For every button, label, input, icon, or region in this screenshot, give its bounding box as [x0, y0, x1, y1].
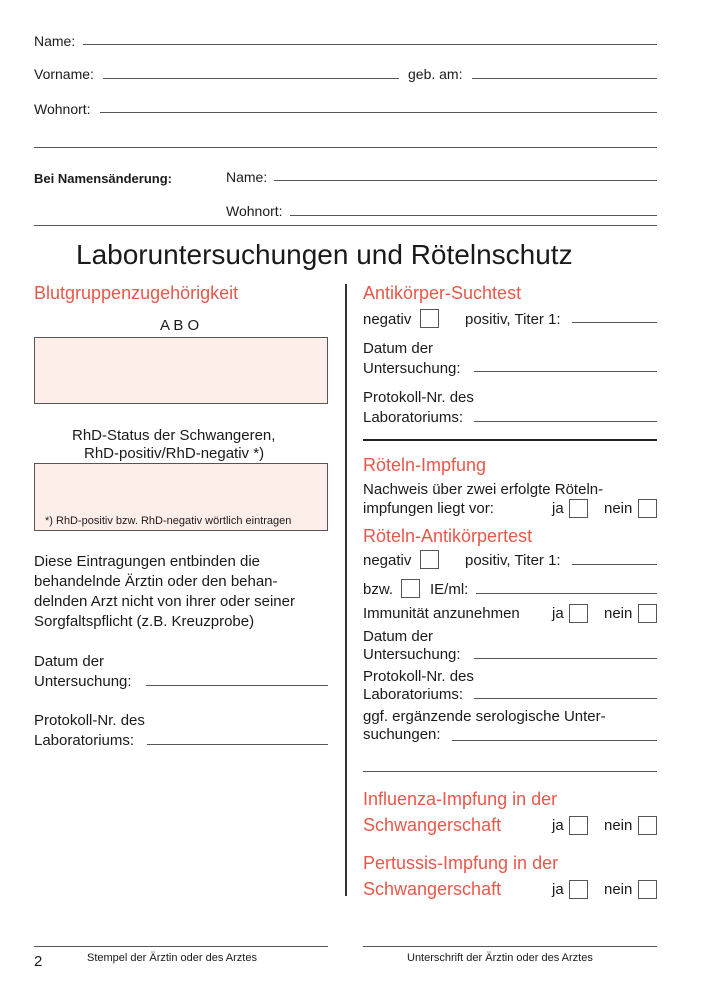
nachweis-line1: Nachweis über zwei erfolgte Röteln- [363, 481, 604, 498]
datum-field[interactable] [146, 685, 328, 686]
negativ-label: negativ [363, 552, 412, 569]
signature-line[interactable] [363, 946, 657, 947]
negativ-label: negativ [363, 311, 412, 328]
new-name-field[interactable] [274, 180, 657, 181]
disclaimer-line: delnden Arzt nicht von ihrer oder seiner [34, 593, 295, 610]
datum-label-line2: Untersuchung: [363, 646, 461, 663]
impfung-ja-checkbox[interactable] [569, 499, 588, 518]
nein-label: nein [604, 500, 633, 517]
ie-ml-label: IE/ml: [430, 581, 469, 598]
datum-label-line2: Untersuchung: [34, 673, 132, 690]
positiv-titer-label: positiv, Titer 1: [465, 552, 561, 569]
datum-label-line1: Datum der [363, 628, 434, 645]
immunitaet-ja-checkbox[interactable] [569, 604, 588, 623]
antibody-test-title: Antikörper-Suchtest [363, 283, 522, 303]
rhd-entry-box[interactable] [34, 463, 328, 531]
roeteln-impfung-title: Röteln-Impfung [363, 455, 487, 475]
stamp-line[interactable] [34, 946, 328, 947]
bzw-checkbox[interactable] [401, 579, 420, 598]
wohnort-field[interactable] [100, 112, 657, 113]
protokoll-label-line2: Laboratoriums: [363, 686, 464, 703]
geb-label: geb. am: [408, 66, 463, 82]
antibody-negativ-checkbox[interactable] [420, 309, 439, 328]
influenza-title-line1: Influenza-Impfung in der [363, 789, 558, 809]
new-wohnort-field[interactable] [290, 215, 657, 216]
pertussis-nein-checkbox[interactable] [638, 880, 657, 899]
abo-label: A B O [160, 317, 200, 334]
roeteln-protokoll-field[interactable] [474, 698, 657, 699]
influenza-ja-checkbox[interactable] [569, 816, 588, 835]
protokoll-field[interactable] [147, 744, 328, 745]
serologische-line1: ggf. ergänzende serologische Unter- [363, 708, 606, 725]
positiv-titer-label: positiv, Titer 1: [465, 311, 561, 328]
datum-label-line2: Untersuchung: [363, 360, 461, 377]
rhd-line2: RhD-positiv/RhD-negativ *) [84, 445, 265, 462]
disclaimer-line: behandelnde Ärztin oder den behan- [34, 573, 278, 590]
antibody-protokoll-field[interactable] [474, 421, 657, 422]
name-field[interactable] [83, 44, 657, 45]
new-wohnort-label: Wohnort: [226, 203, 283, 219]
serologische-field-extra[interactable] [363, 771, 657, 772]
column-divider [345, 284, 347, 896]
signature-label: Unterschrift der Ärztin oder des Arztes [407, 952, 593, 964]
influenza-nein-checkbox[interactable] [638, 816, 657, 835]
address-extra-field[interactable] [34, 147, 657, 148]
pertussis-ja-checkbox[interactable] [569, 880, 588, 899]
protokoll-label-line2: Laboratoriums: [363, 409, 464, 426]
pertussis-title-line2: Schwangerschaft [363, 879, 502, 899]
page-number: 2 [34, 953, 43, 970]
ja-label: ja [552, 500, 564, 517]
ie-ml-field[interactable] [476, 593, 657, 594]
immunitaet-nein-checkbox[interactable] [638, 604, 657, 623]
bzw-label: bzw. [363, 581, 394, 598]
ja-label: ja [552, 605, 564, 622]
name-label: Name: [34, 33, 76, 49]
protokoll-label-line1: Protokoll-Nr. des [34, 712, 145, 729]
protokoll-label-line1: Protokoll-Nr. des [363, 389, 474, 406]
nein-label: nein [604, 817, 633, 834]
roeteln-antikoerper-title: Röteln-Antikörpertest [363, 526, 533, 546]
disclaimer-line: Diese Eintragungen entbinden die [34, 553, 261, 570]
blood-group-title: Blutgruppenzugehörigkeit [34, 283, 239, 303]
vorname-field[interactable] [103, 78, 399, 79]
disclaimer-line: Sorgfaltspflicht (z.B. Kreuzprobe) [34, 613, 255, 630]
stamp-label: Stempel der Ärztin oder des Arztes [87, 952, 257, 964]
nein-label: nein [604, 605, 633, 622]
page-title: Laboruntersuchungen und Rötelnschutz [76, 239, 573, 270]
pertussis-title-line1: Pertussis-Impfung in der [363, 853, 559, 873]
protokoll-label-line2: Laboratoriums: [34, 732, 135, 749]
rhd-line1: RhD-Status der Schwangeren, [72, 427, 276, 444]
vorname-label: Vorname: [34, 66, 94, 82]
nachweis-line2: impfungen liegt vor: [363, 500, 494, 517]
section-divider [363, 439, 657, 441]
protokoll-label-line1: Protokoll-Nr. des [363, 668, 474, 685]
serologische-line2: suchungen: [363, 726, 441, 743]
wohnort-label: Wohnort: [34, 101, 91, 117]
datum-label-line1: Datum der [34, 653, 105, 670]
rhd-footnote: *) RhD-positiv bzw. RhD-negativ wörtlich eintragen [45, 515, 292, 527]
new-name-label: Name: [226, 169, 268, 185]
immunitaet-label: Immunität anzunehmen [363, 605, 520, 622]
roeteln-negativ-checkbox[interactable] [420, 550, 439, 569]
birthdate-field[interactable] [472, 78, 657, 79]
nein-label: nein [604, 881, 633, 898]
serologische-field[interactable] [452, 740, 657, 741]
ja-label: ja [552, 881, 564, 898]
namensaenderung-label: Bei Namensänderung: [34, 171, 172, 186]
influenza-title-line2: Schwangerschaft [363, 815, 502, 835]
ja-label: ja [552, 817, 564, 834]
header-divider [34, 225, 657, 226]
roeteln-titer-field[interactable] [572, 564, 657, 565]
datum-label-line1: Datum der [363, 340, 434, 357]
abo-entry-box[interactable] [34, 337, 328, 404]
roeteln-datum-field[interactable] [474, 658, 657, 659]
antibody-datum-field[interactable] [474, 371, 657, 372]
impfung-nein-checkbox[interactable] [638, 499, 657, 518]
antibody-titer-field[interactable] [572, 322, 657, 323]
